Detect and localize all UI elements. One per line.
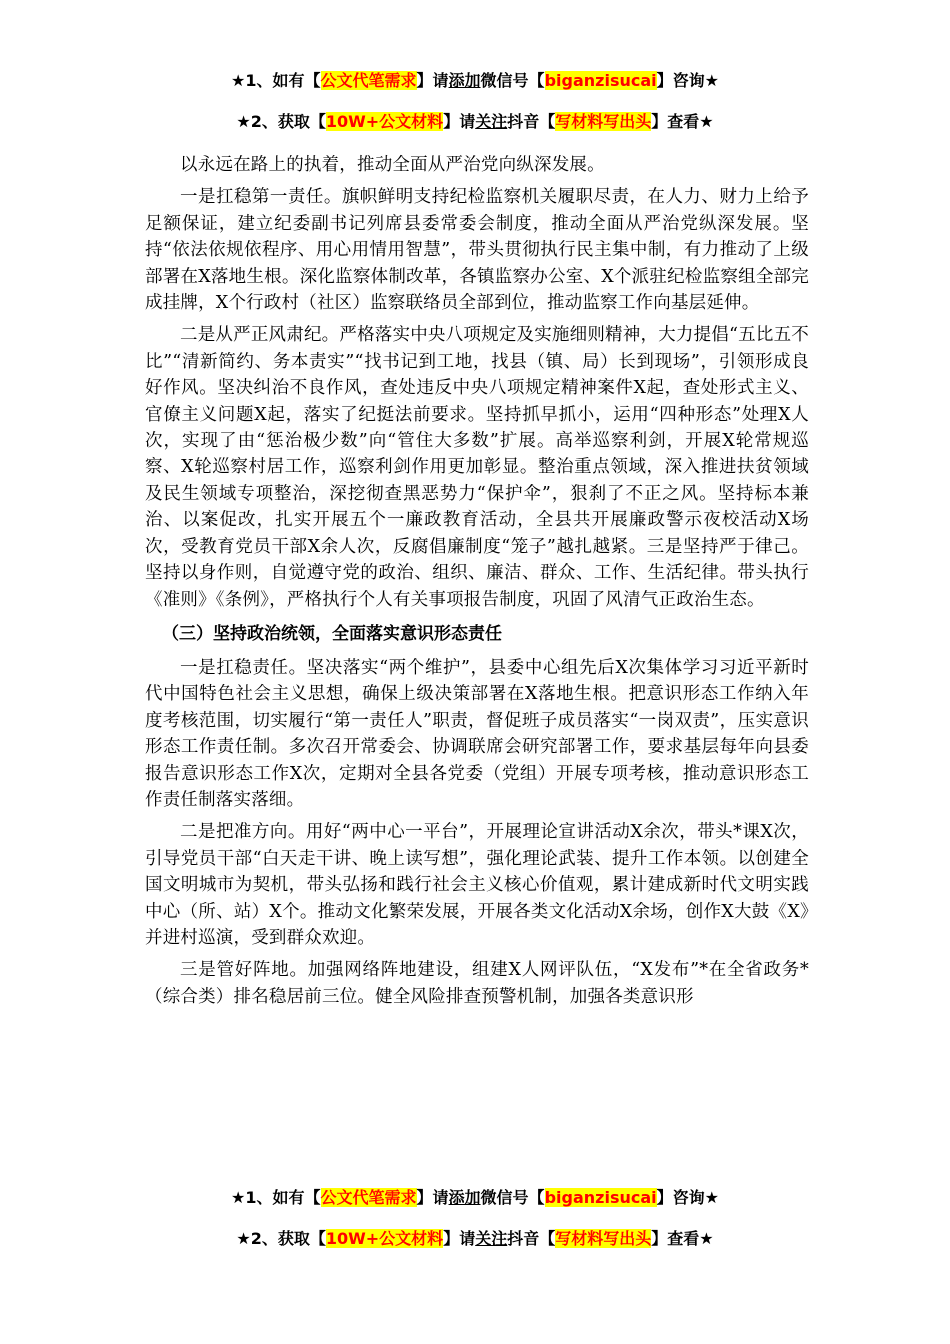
highlight-wechat-id: biganzisucai [544, 1188, 657, 1207]
banner-text: 抖音【 [507, 112, 556, 131]
banner-text: 】请 [416, 1188, 449, 1207]
banner-text: 】请 [443, 1229, 476, 1248]
paragraph: 一是扛稳第一责任。旗帜鲜明支持纪检监察机关履职尽责，在人力、财力上给予足额保证，建立纪委副书记列席县委常委会制度，推动全面从严治党纵深发展。坚持“依法依规依程序、用心用情用智慧”，带头贯彻执行民主集中制，有力推动了上级部署在X落地生根。深化监察体制改革，各镇监察办公室、X个派驻纪检监察组全部完成挂牌，X个行政村（社区）监察联络员全部到位，推动监察工作向基层延伸。 [145, 187, 809, 314]
banner-text: ★2、获取【 [236, 112, 326, 131]
banner-text: 】请 [416, 71, 449, 90]
highlight-service: 公文代笔需求 [320, 71, 417, 90]
banner-text: 】咨询★ [656, 1188, 719, 1207]
banner-text: ★1、如有【 [231, 1188, 321, 1207]
banner-text: 】查看★ [651, 1229, 714, 1248]
banner-text: 】查看★ [651, 112, 714, 131]
promo-banner-top-2 [0, 111, 950, 133]
underlined-word: 关注 [475, 112, 508, 131]
paragraph: 二是从严正风肃纪。严格落实中央八项规定及实施细则精神，大力提倡“五比五不比”“清新简约、务本责实”“找书记到工地，找县（镇、局）长到现场”，引领形成良好作风。坚决纠治不良作风，查处违反中央八项规定精神案件X起，查处形式主义、官僚主义问题X起，落实了纪挺法前要求。坚持抓早抓小，运用“四种形态”处理X人次，实现了由“惩治极少数”向“管住大多数”扩展。高举巡察利剑，开展X轮常规巡察、X轮巡察村居工作，巡察利剑作用更加彰显。整治重点领域，深入推进扶贫领域及民生领域专项整治，深挖彻查黑恶势力“保护伞”，狠刹了不正之风。坚持标本兼治、以案促改，扎实开展五个一廉政教育活动，全县共开展廉政警示夜校活动X场次，受教育党员干部X余人次，反腐倡廉制度“笼子”越扎越紧。三是坚持严于律己。坚持以身作则，自觉遵守党的政治、组织、廉洁、群众、工作、生活纪律。带头执行《准则》《条例》，严格执行个人有关事项报告制度，巩固了风清气正政治生态。 [145, 325, 809, 610]
underlined-word: 添加 [448, 1188, 481, 1207]
highlight-materials: 10W+公文材料 [325, 1229, 444, 1248]
banner-text: ★2、获取【 [236, 1229, 326, 1248]
highlight-wechat-id: biganzisucai [544, 71, 657, 90]
paragraph: 以永远在路上的执着，推动全面从严治党向纵深发展。 [180, 155, 605, 175]
highlight-materials: 10W+公文材料 [325, 112, 444, 131]
underlined-word: 关注 [475, 1229, 508, 1248]
banner-text: 微信号【 [480, 1188, 545, 1207]
promo-banner-bottom-1 [0, 1187, 950, 1209]
banner-text: 】请 [443, 112, 476, 131]
banner-text: 微信号【 [480, 71, 545, 90]
document-body [145, 152, 809, 1016]
highlight-douyin: 写材料写出头 [555, 112, 652, 131]
banner-text: 】咨询★ [656, 71, 719, 90]
paragraph: 二是把准方向。用好“两中心一平台”，开展理论宣讲活动X余次，带头*课X次，引导党员干部“白天走干讲、晚上读写想”，强化理论武装、提升工作本领。以创建全国文明城市为契机，带头弘扬和践行社会主义核心价值观，累计建成新时代文明实践中心（所、站）X个。推动文化繁荣发展，开展各类文化活动X余场，创作X大鼓《X》并进村巡演，受到群众欢迎。 [145, 822, 809, 948]
promo-banner-bottom-2 [0, 1228, 950, 1250]
promo-banner-top-1 [0, 70, 950, 92]
section-heading: （三）坚持政治统领，全面落实意识形态责任 [162, 623, 502, 644]
paragraph: 一是扛稳责任。坚决落实“两个维护”，县委中心组先后X次集体学习习近平新时代中国特色社会主义思想，确保上级决策部署在X落地生根。把意识形态工作纳入年度考核范围，切实履行“第一责任人”职责，督促班子成员落实“一岗双责”，压实意识形态工作责任制。多次召开常委会、协调联席会研究部署工作，要求基层每年向县委报告意识形态工作X次，定期对全县各党委（党组）开展专项考核，推动意识形态工作责任制落实落细。 [145, 657, 809, 810]
highlight-douyin: 写材料写出头 [555, 1229, 652, 1248]
banner-text: ★1、如有【 [231, 71, 321, 90]
paragraph: 三是管好阵地。加强网络阵地建设，组建X人网评队伍，“X发布”*在全省政务*（综合类）排名稳居前三位。健全风险排查预警机制，加强各类意识形 [145, 960, 809, 1007]
highlight-service: 公文代笔需求 [320, 1188, 417, 1207]
banner-text: 抖音【 [507, 1229, 556, 1248]
underlined-word: 添加 [448, 71, 481, 90]
